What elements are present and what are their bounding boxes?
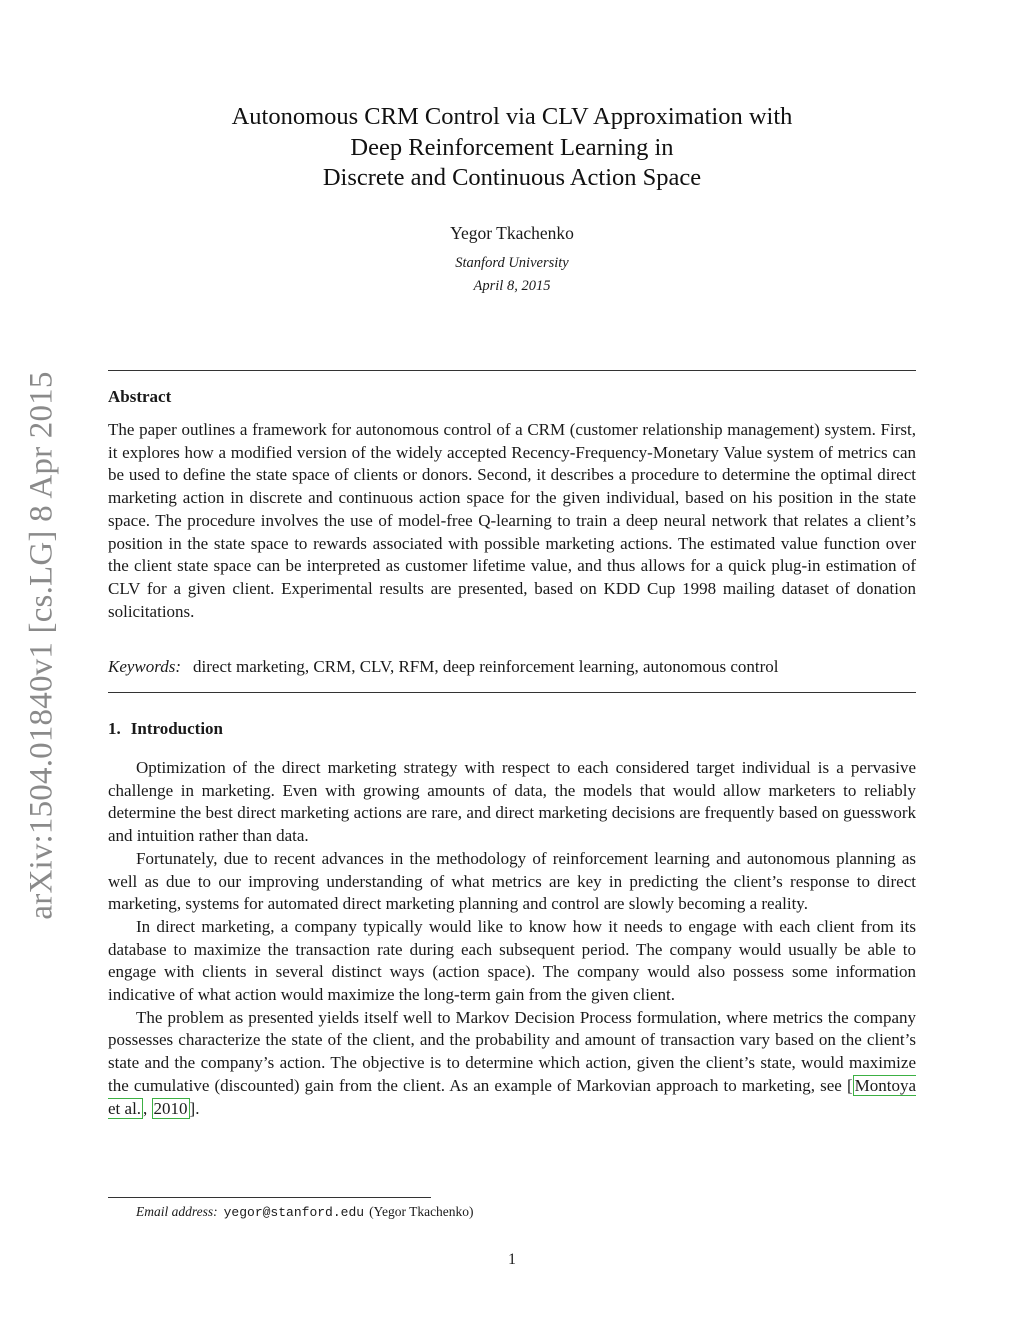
author-name: Yegor Tkachenko [450,223,574,243]
title-line-2: Deep Reinforcement Learning in [350,133,674,161]
title-line-3: Discrete and Continuous Action Space [322,164,702,191]
publication-date: April 8, 2015 [473,278,551,294]
intro-paragraph-1: Optimization of the direct marketing strategy with respect to each considered target individual is a pervasive challenge in marketing. Even with growing amounts of data, the models that would allow marketers to reliably determine the best direct marketing actions are rare, and direct marketing decisions are frequently based on guesswork and intuition rather than data. [108,758,916,846]
abstract-bottom-rule [108,692,916,693]
title-line-1: Autonomous CRM Control via CLV Approximation with [231,103,793,130]
section-number: 1. [108,719,121,738]
intro-paragraph-3: In direct marketing, a company typically would like to know how it needs to engage with each client from its database to maximize the transaction rate during each subsequent period. The company would usually be able to engage with clients in several distinct ways (action space). The company would also possess some information indicative of what action would maximize the long-term gain from the given client. [108,916,916,1005]
intro-paragraph-2: Fortunately, due to recent advances in the methodology of reinforcement learning and autonomous planning as well as due to our improving understanding of what metrics are key in predicting the client’s response to direct marketing, systems for automated direct marketing planning and control are slowly becoming a reality. [108,848,916,914]
citation-separator: , [143,1098,152,1118]
footnote-rule [108,1197,431,1198]
citation-end: . [195,1098,200,1118]
page-number: 1 [508,1251,516,1268]
keywords-text: direct marketing, CRM, CLV, RFM, deep reinforcement learning, autonomous control [193,657,779,676]
author-affiliation: Stanford University [455,255,569,271]
citation-link-year[interactable]: 2010 [153,1098,188,1118]
abstract-top-rule [108,370,916,371]
arxiv-identifier-stamp[interactable]: arXiv:1504.01840v1 [cs.LG] 8 Apr 2015 [23,371,60,920]
keywords-line [108,656,916,679]
footnote-name: (Yegor Tkachenko) [369,1204,474,1219]
citation-bracket-open: [ [846,1075,853,1095]
abstract-heading: Abstract [108,387,172,406]
abstract-body: The paper outlines a framework for autonomous control of a CRM (customer relationship management) system. First, it explores how a modified version of the widely accepted Recency-Frequency-Monetary Value system of metrics can be used to define the state space of clients or donors. Second, it describes a procedure to determine the optimal direct marketing action in discrete and continuous action space for the given individual, based on his position in the state space. The procedure involves the use of model-free Q-learning to train a deep neural network that relates a client’s position in the state space to rewards associated with possible marketing actions. The estimated value function over the client state space can be interpreted as customer lifetime value, and thus allows for a quick plug-in estimation of CLV for a given client. Experimental results are presented, based on KDD Cup 1998 mailing dataset of donation solicitations. [108,420,916,621]
intro-paragraph-4 [108,1007,916,1121]
footnote-email[interactable]: yegor@stanford.edu [223,1205,365,1220]
citation-bracket-close: ] [189,1098,196,1118]
paper-title [150,102,874,194]
keywords-label: Keywords: [108,657,182,676]
section-heading-introduction [108,719,223,739]
footnote [136,1203,474,1222]
citation-link-authors[interactable]: Montoya et al. [108,1075,916,1118]
section-title: Introduction [130,719,224,738]
introduction-body [108,757,916,1120]
footnote-label: Email address: [136,1204,218,1219]
intro-paragraph-4-text: The problem as presented yields itself well to Markov Decision Process formulation, where metrics the company possesses characterize the state of the client, and the probability and amount of transaction vary based on the client’s state and the company’s action. The objective is to determine which action, given the client’s state, would maximize the cumulative (discounted) gain from the client. As an example of Markovian approach to marketing, see [108,1007,916,1095]
